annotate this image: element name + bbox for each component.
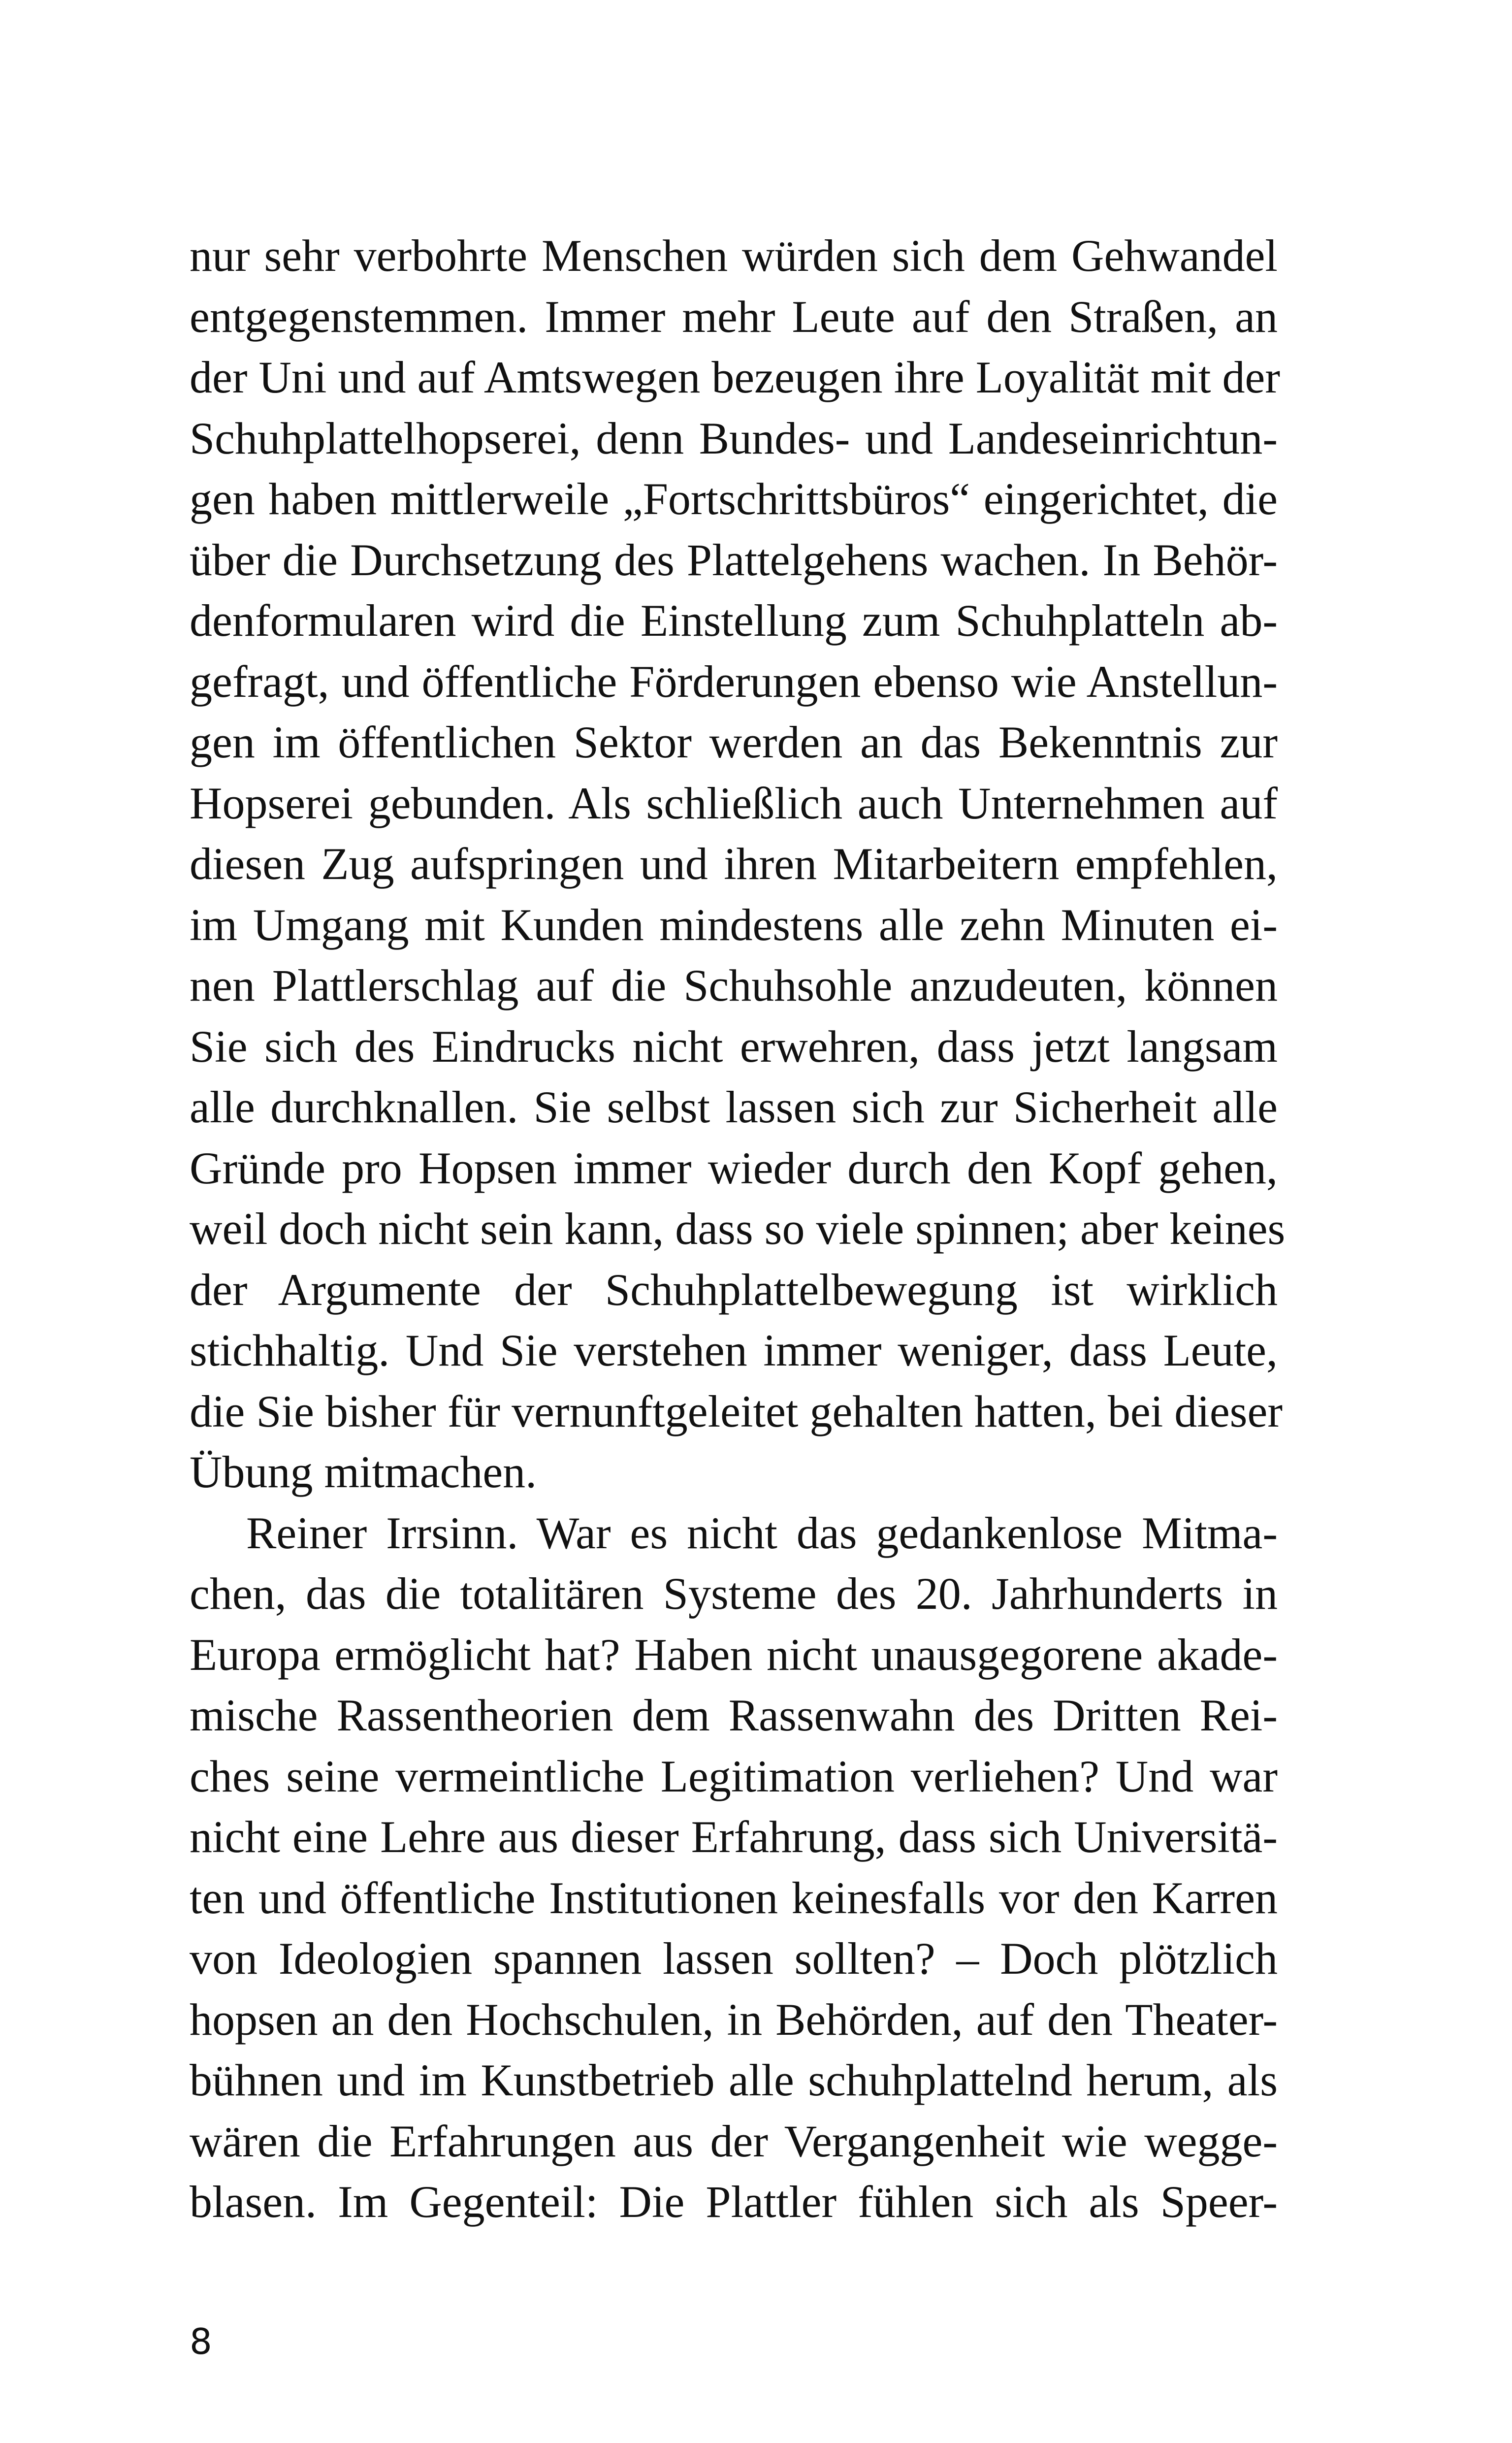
text-line: Sie sich des Eindrucks nicht erwehren, dass jetzt langsam [190,1021,1278,1072]
text-line: Hopserei gebunden. Als schließlich auch Unternehmen auf [190,778,1278,828]
text-line: gen im öffentlichen Sektor werden an das Bekenntnis zur [190,717,1278,767]
text-line: stichhaltig. Und Sie verstehen immer weniger, dass Leute, [190,1325,1278,1375]
body-text [190,226,1286,2233]
text-line: wären die Erfahrungen aus der Vergangenheit wie wegge- [190,2116,1278,2166]
text-line: alle durchknallen. Sie selbst lassen sich zur Sicherheit alle [190,1082,1278,1132]
text-line: im Umgang mit Kunden mindestens alle zehn Minuten ei- [190,899,1278,950]
text-line: ten und öffentliche Institutionen keinesfalls vor den Karren [190,1872,1278,1923]
text-line: gefragt, und öffentliche Förderungen ebenso wie Anstellun- [190,656,1278,707]
text-line: gen haben mittlerweile „Fortschrittsbüros“ eingerichtet, die [190,474,1278,524]
text-line: der Argumente der Schuhplattelbewegung ist wirklich [190,1264,1278,1315]
text-line: diesen Zug aufspringen und ihren Mitarbeitern empfehlen, [190,839,1278,889]
paragraph-end-line: Übung mitmachen. [190,1447,537,1497]
text-line: Schuhplattelhopserei, denn Bundes- und Landeseinrichtun- [190,413,1278,463]
text-line: die Sie bisher für vernunftgeleitet gehalten hatten, bei dieser [190,1386,1283,1436]
text-line: mische Rassentheorien dem Rassenwahn des Dritten Rei- [190,1690,1278,1740]
text-line: chen, das die totalitären Systeme des 20. Jahrhunderts in [190,1568,1278,1619]
text-line: blasen. Im Gegenteil: Die Plattler fühlen sich als Speer- [190,2177,1278,2227]
text-line: nen Plattlerschlag auf die Schuhsohle anzudeuten, können [190,960,1278,1010]
paragraph-start-line: Reiner Irrsinn. War es nicht das gedankenlose Mitma- [246,1507,1278,1558]
page-number: 8 [190,2321,212,2362]
text-line: Europa ermöglicht hat? Haben nicht unausgegorene akade- [190,1629,1278,1680]
text-line: bühnen und im Kunstbetrieb alle schuhplattelnd herum, als [190,2055,1278,2105]
text-line: hopsen an den Hochschulen, in Behörden, auf den Theater- [190,1994,1278,2045]
text-line: Gründe pro Hopsen immer wieder durch den Kopf gehen, [190,1142,1278,1193]
text-line: über die Durchsetzung des Plattelgehens wachen. In Behör- [190,534,1278,585]
text-line: ches seine vermeintliche Legitimation verliehen? Und war [190,1751,1278,1801]
text-line: entgegenstemmen. Immer mehr Leute auf den Straßen, an [190,291,1278,342]
text-line: nicht eine Lehre aus dieser Erfahrung, dass sich Universitä- [190,1812,1278,1862]
text-line: denformularen wird die Einstellung zum Schuhplatteln ab- [190,595,1278,646]
text-line: der Uni und auf Amtswegen bezeugen ihre Loyalität mit der [190,352,1280,402]
text-line: nur sehr verbohrte Menschen würden sich dem Gehwandel [190,230,1278,281]
text-line: weil doch nicht sein kann, dass so viele spinnen; aber keines [190,1204,1286,1254]
text-line: von Ideologien spannen lassen sollten? – Doch plötzlich [190,1933,1278,1984]
